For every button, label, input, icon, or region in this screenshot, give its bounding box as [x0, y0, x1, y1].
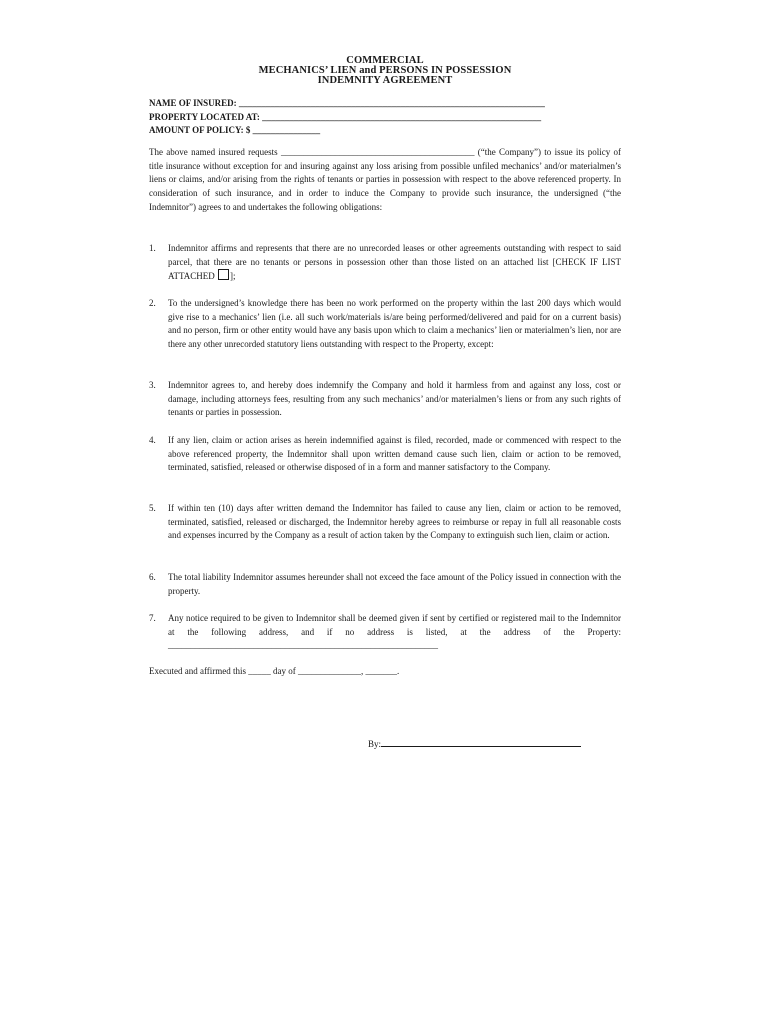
- list-item-1: [149, 242, 621, 284]
- list-item-6: [149, 571, 621, 598]
- item-number: 5.: [149, 503, 156, 513]
- executed-line[interactable]: Executed and affirmed this _____ day of ______________, _______.: [149, 666, 400, 676]
- item-number: 1.: [149, 243, 156, 253]
- item-text: Indemnitor agrees to, and hereby does indemnify the Company and hold it harmless from and against any loss, cost or damage, including attorneys fees, resulting from any such mechanics’ and/or materialmen’s liens or from any such rights of tenants or parties in possession.: [168, 380, 621, 418]
- intro-paragraph: [149, 146, 621, 215]
- title-line-3: INDEMNITY AGREEMENT: [317, 75, 453, 86]
- item-number: 4.: [149, 435, 156, 445]
- list-item-2: [149, 297, 621, 352]
- item-text: Any notice required to be given to Indemnitor shall be deemed given if sent by certified or registered mail to the Indemnitor at the following address, and if no address is listed, at the address of the Property: ____________________________________________________________: [168, 613, 621, 651]
- item-text: If within ten (10) days after written demand the Indemnitor has failed to cause any lien, claim or action to be removed, terminated, satisfied, released or discharged, the Indemnitor hereby agrees to reimburse or repay in full all reasonable costs and expenses incurred by the Company as a result of action taken by the Company to extinguish such lien, claim or action.: [168, 503, 621, 541]
- item-number: 7.: [149, 613, 156, 623]
- item-number: 3.: [149, 380, 156, 390]
- document-title: [0, 56, 770, 86]
- amount-of-policy-field[interactable]: AMOUNT OF POLICY: $ _______________: [149, 125, 321, 135]
- list-item-5: [149, 502, 621, 543]
- item-1-text: Indemnitor affirms and represents that there are no unrecorded leases or other agreements outstanding with respect to said parcel, that there are no tenants or persons in possession other than those listed on an attached list [CHECK IF LIST ATTACHED: [168, 243, 621, 282]
- signature-label: By:: [368, 739, 382, 749]
- item-1-text-end: ];: [230, 271, 236, 282]
- item-number: 2.: [149, 298, 156, 308]
- list-attached-checkbox[interactable]: [218, 269, 229, 280]
- item-text: If any lien, claim or action arises as herein indemnified against is filed, recorded, made or commenced with respect to the above referenced property, the Indemnitor shall upon written demand cause such lien, claim or action to be removed, terminated, satisfied, released or otherwise disposed of in a form and manner satisfactory to the Company.: [168, 435, 621, 473]
- title-line-1: COMMERCIAL: [346, 55, 424, 66]
- property-located-field[interactable]: PROPERTY LOCATED AT: ______________________________________________________________: [149, 111, 542, 122]
- list-item-3: [149, 379, 621, 420]
- header-fields: [149, 97, 545, 138]
- intro-text: The above named insured requests ___________________________________________ (“the Company”) to issue its policy of title insurance without exception for and insuring against any loss arising from possible unfiled mechanics’ and/or materialmen’s liens or claims, and/or arising from the rights of tenants or parties in possession with respect to the above referenced property. In consideration of such insurance, and in order to induce the Company to provide such insurance, the undersigned (“the Indemnitor”) agrees to and undertakes the following obligations:: [149, 147, 621, 212]
- item-text: The total liability Indemnitor assumes hereunder shall not exceed the face amount of the Policy issued in connection with the property.: [168, 572, 621, 596]
- item-number: 6.: [149, 572, 156, 582]
- name-of-insured-field[interactable]: NAME OF INSURED: ____________________________________________________________________: [149, 98, 545, 108]
- list-item-4: [149, 434, 621, 475]
- signature-line[interactable]: [381, 737, 581, 747]
- item-text: To the undersigned’s knowledge there has been no work performed on the property within the last 200 days which would give rise to a mechanics’ lien (i.e. all such work/materials is/are being performed/delivered and paid for on a current basis) and no person, firm or other entity would have any basis upon which to claim a mechanics’ lien or materialmen’s lien, nor are there any other unrecorded statutory liens outstanding with respect to the Property, except:: [168, 298, 621, 350]
- list-item-7: [149, 612, 621, 653]
- signature-block: [368, 737, 581, 749]
- item-text: [168, 242, 621, 284]
- title-line-2: MECHANICS’ LIEN and PERSONS IN POSSESSION: [258, 65, 512, 76]
